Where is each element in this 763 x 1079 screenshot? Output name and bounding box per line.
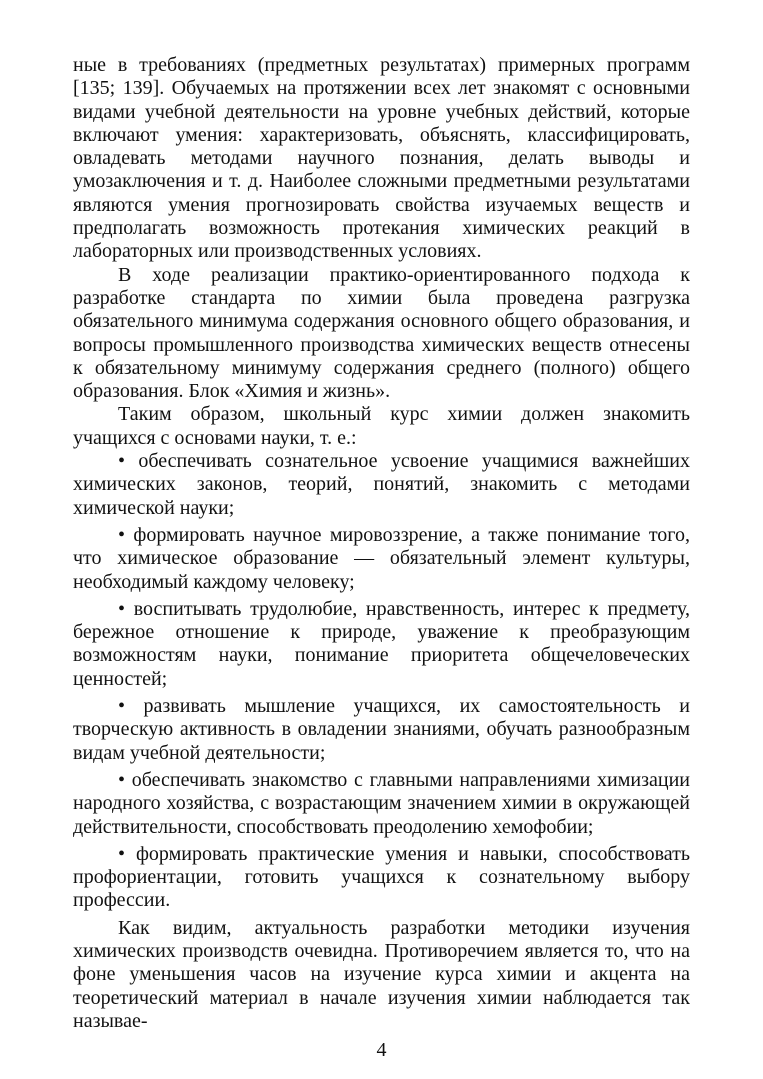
list-item [73, 598, 690, 691]
page-body [73, 54, 690, 1033]
paragraph-standard-development: В ходе реализации практико-ориентированного подхода к разработке стандарта по химии была проведена разгрузка обязательного минимума содержания основного общего образования, и вопросы промышленного производства химических веществ отнесены к обязательному минимуму содержания среднего (полного) общего образования. Блок «Химия и жизнь». [73, 263, 690, 403]
page-number: 4 [376, 1039, 387, 1061]
list-item-text: обеспечивать сознательное усвоение учащимися важнейших химических законов, теорий, понятий, знакомить с методами химической науки; [73, 450, 690, 519]
bullet-marker: • [118, 695, 126, 718]
paragraph-continuation: ные в требованиях (предметных результатах) примерных программ [135; 139]. Обучаемых на протяжении всех лет знакомят с основными видами учебной деятельности на уровне учебных действий, которые включают умения: характеризовать, объяснять, классифицировать, овладевать методами научного познания, делать выводы и умозаключения и т. д. Наиболее сложными предметными результатами являются умения прогнозировать свойства изучаемых веществ и предполагать возможность протекания химических реакций в лабораторных или производственных условиях. [73, 54, 690, 263]
list-item-text: формировать научное мировоззрение, а также понимание того, что химическое образование — обязательный элемент культуры, необходимый каждому человеку; [73, 523, 691, 593]
list-item [73, 450, 690, 520]
list-item-text: обеспечивать знакомство с главными направлениями химизации народного хозяйства, с возрастающим значением химии в окружающей действительности, способствовать преодолению хемофобии; [73, 768, 690, 838]
list-item [73, 524, 690, 594]
paragraph-course-goals: Таким образом, школьный курс химии должен знакомить учащихся с основами науки, т. е.: [73, 403, 690, 449]
list-item [73, 769, 690, 839]
bullet-marker: • [118, 842, 126, 865]
goals-list [73, 450, 690, 913]
list-item-text: формировать практические умения и навыки, способствовать профориентации, готовить учащихся к сознательному выбору профессии. [73, 842, 691, 912]
list-item [73, 843, 690, 913]
bullet-marker: • [118, 523, 126, 546]
list-item-text: воспитывать трудолюбие, нравственность, интерес к предмету, бережное отношение к природе, уважение к преобразующим возможностям науки, понимание приоритета общечеловеческих ценностей; [73, 597, 690, 690]
bullet-marker: • [118, 597, 126, 620]
bullet-marker: • [118, 450, 126, 473]
paragraph-conclusion: Как видим, актуальность разработки методики изучения химических производств очевидна. Противоречием является то, что на фоне уменьшения часов на изучение курса химии и акцента на теоретический материал в начале изучения химии наблюдается так называе- [73, 916, 690, 1032]
list-item-text: развивать мышление учащихся, их самостоятельность и творческую активность в овладении знаниями, обучать разнообразным видам учебной деятельности; [73, 695, 690, 764]
list-item [73, 695, 690, 765]
bullet-marker: • [118, 768, 126, 791]
